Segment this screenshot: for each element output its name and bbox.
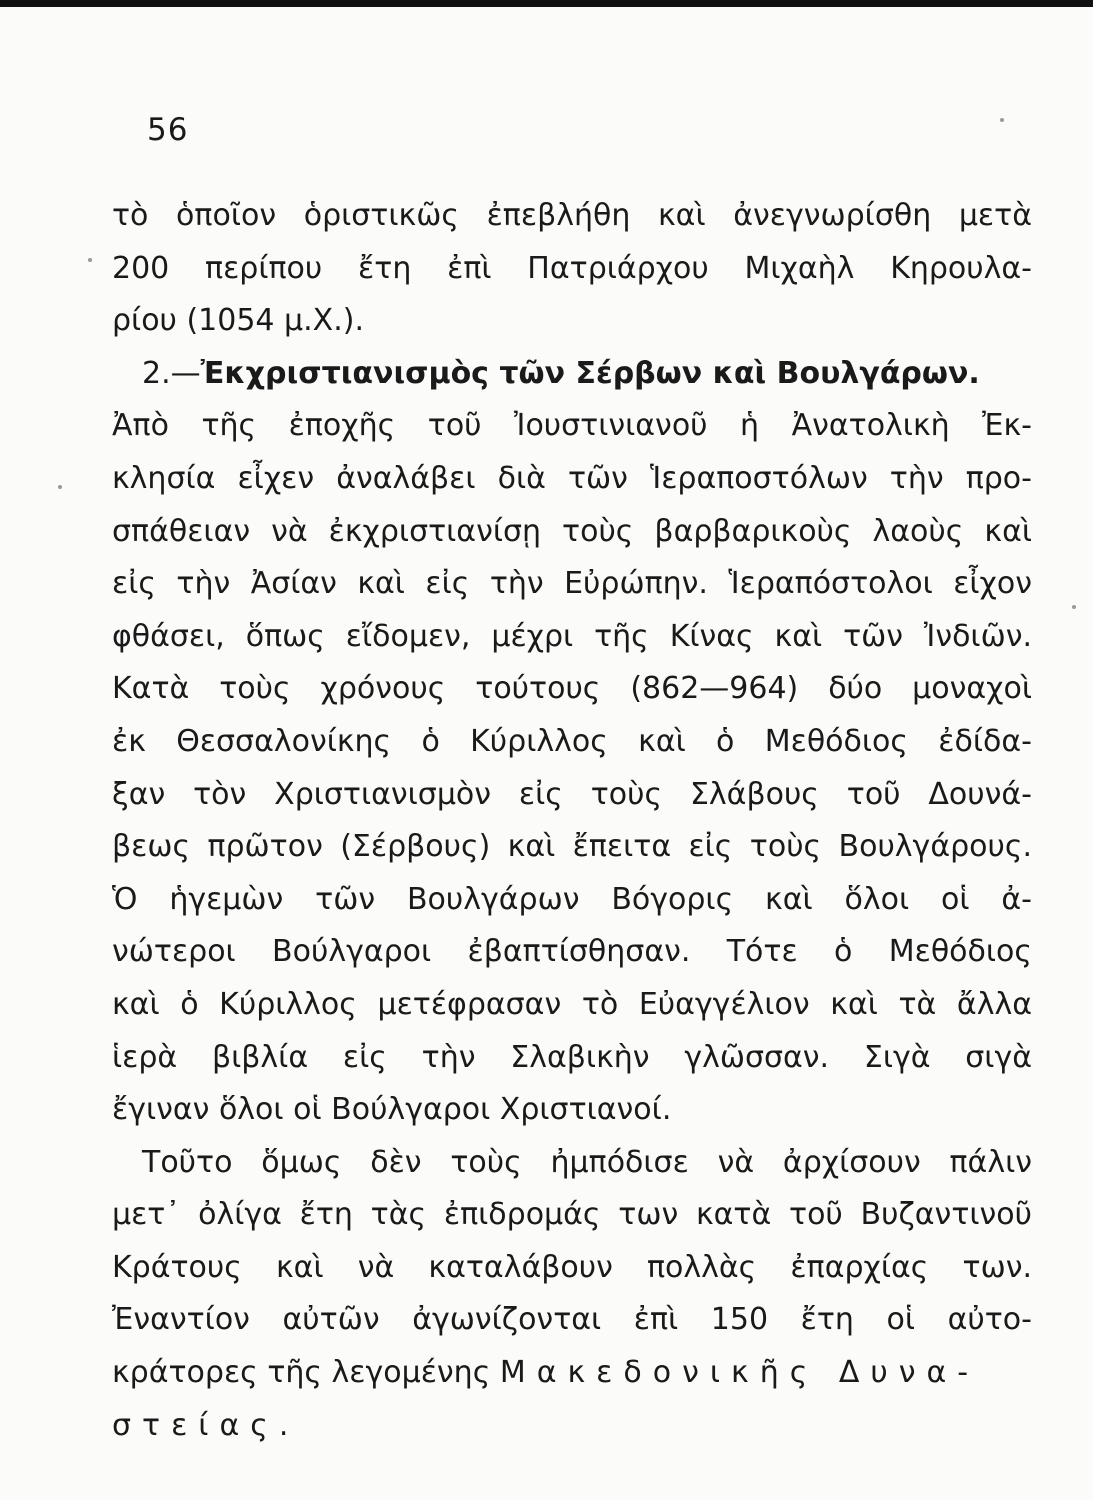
text-line: Ἀπὸ τῆς ἐποχῆς τοῦ Ἰουστινιανοῦ ἡ Ἀνατολικὴ Ἐκ- (112, 408, 1032, 444)
scan-speck (1072, 605, 1076, 609)
text-line: ἱερὰ βιβλία εἰς τὴν Σλαβικὴν γλῶσσαν. Σιγὰ σιγὰ (112, 1039, 1032, 1075)
text-line: Κράτους καὶ νὰ καταλάβουν πολλὰς ἐπαρχίας των. (112, 1249, 1032, 1285)
page-number: 56 (147, 112, 189, 148)
body-text (112, 190, 1032, 1452)
text-line: ξαν τὸν Χριστιανισμὸν εἰς τοὺς Σλάβους τοῦ Δουνά- (112, 776, 1032, 812)
text-line: Ὁ ἡγεμὼν τῶν Βουλγάρων Βόγορις καὶ ὅλοι οἱ ἀ- (112, 881, 1032, 917)
section-number: 2.— (142, 355, 201, 391)
text-line: σπάθειαν νὰ ἐκχριστιανίσῃ τοὺς βαρβαρικοὺς λαοὺς καὶ (112, 513, 1032, 549)
text-line: μετ᾿ ὀλίγα ἔτη τὰς ἐπιδρομάς των κατὰ τοῦ Βυζαντινοῦ (112, 1197, 1032, 1233)
text-line: εἰς τὴν Ἀσίαν καὶ εἰς τὴν Εὐρώπην. Ἱεραπόστολοι εἶχον (112, 566, 1032, 602)
section-heading (112, 348, 1032, 401)
text-line: φθάσει, ὅπως εἴδομεν, μέχρι τῆς Κίνας καὶ τῶν Ἰνδιῶν. (112, 618, 1032, 654)
scan-speck (88, 258, 92, 262)
spaced-emphasis: Μακεδονικῆς Δυνα- (499, 1355, 980, 1391)
text-line: τὸ ὁποῖον ὁριστικῶς ἐπεβλήθη καὶ ἀνεγνωρίσθη μετὰ (112, 198, 1032, 233)
text-line: ἐκ Θεσσαλονίκης ὁ Κύριλλος καὶ ὁ Μεθόδιος ἐδίδα- (112, 723, 1032, 759)
text-segment: κράτορες τῆς λεγομένης (112, 1355, 491, 1391)
scan-speck (58, 485, 62, 489)
text-line: Ἐναντίον αὐτῶν ἀγωνίζονται ἐπὶ 150 ἔτη οἱ αὐτο- (112, 1302, 1032, 1338)
text-line: Κατὰ τοὺς χρόνους τούτους (862—964) δύο μοναχοὶ (112, 671, 1032, 707)
text-line: 200 περίπου ἔτη ἐπὶ Πατριάρχου Μιχαὴλ Κηρουλα- (112, 250, 1032, 286)
text-line: ρίου (1054 μ.Χ.). (112, 303, 364, 339)
text-line: βεως πρῶτον (Σέρβους) καὶ ἔπειτα εἰς τοὺς Βουλγάρους. (112, 829, 1032, 865)
text-line: καὶ ὁ Κύριλλος μετέφρασαν τὸ Εὐαγγέλιον καὶ τὰ ἄλλα (112, 986, 1032, 1022)
text-line: ἔγιναν ὅλοι οἱ Βούλγαροι Χριστιανοί. (112, 1092, 672, 1128)
text-line: Τοῦτο ὅμως δὲν τοὺς ἠμπόδισε νὰ ἀρχίσουν πάλιν (142, 1144, 1032, 1180)
text-line (112, 1347, 1032, 1400)
text-line: νώτεροι Βούλγαροι ἐβαπτίσθησαν. Τότε ὁ Μεθόδιος (112, 934, 1032, 970)
page-top-border (0, 0, 1093, 7)
section-title: Ἐκχριστιανισμὸς τῶν Σέρβων καὶ Βουλγάρων. (200, 355, 980, 391)
text-line: κλησία εἶχεν ἀναλάβει διὰ τῶν Ἱεραποστόλων τὴν προ- (112, 460, 1032, 496)
spaced-emphasis-line: στείας. (112, 1407, 300, 1443)
scan-speck (1000, 118, 1004, 122)
